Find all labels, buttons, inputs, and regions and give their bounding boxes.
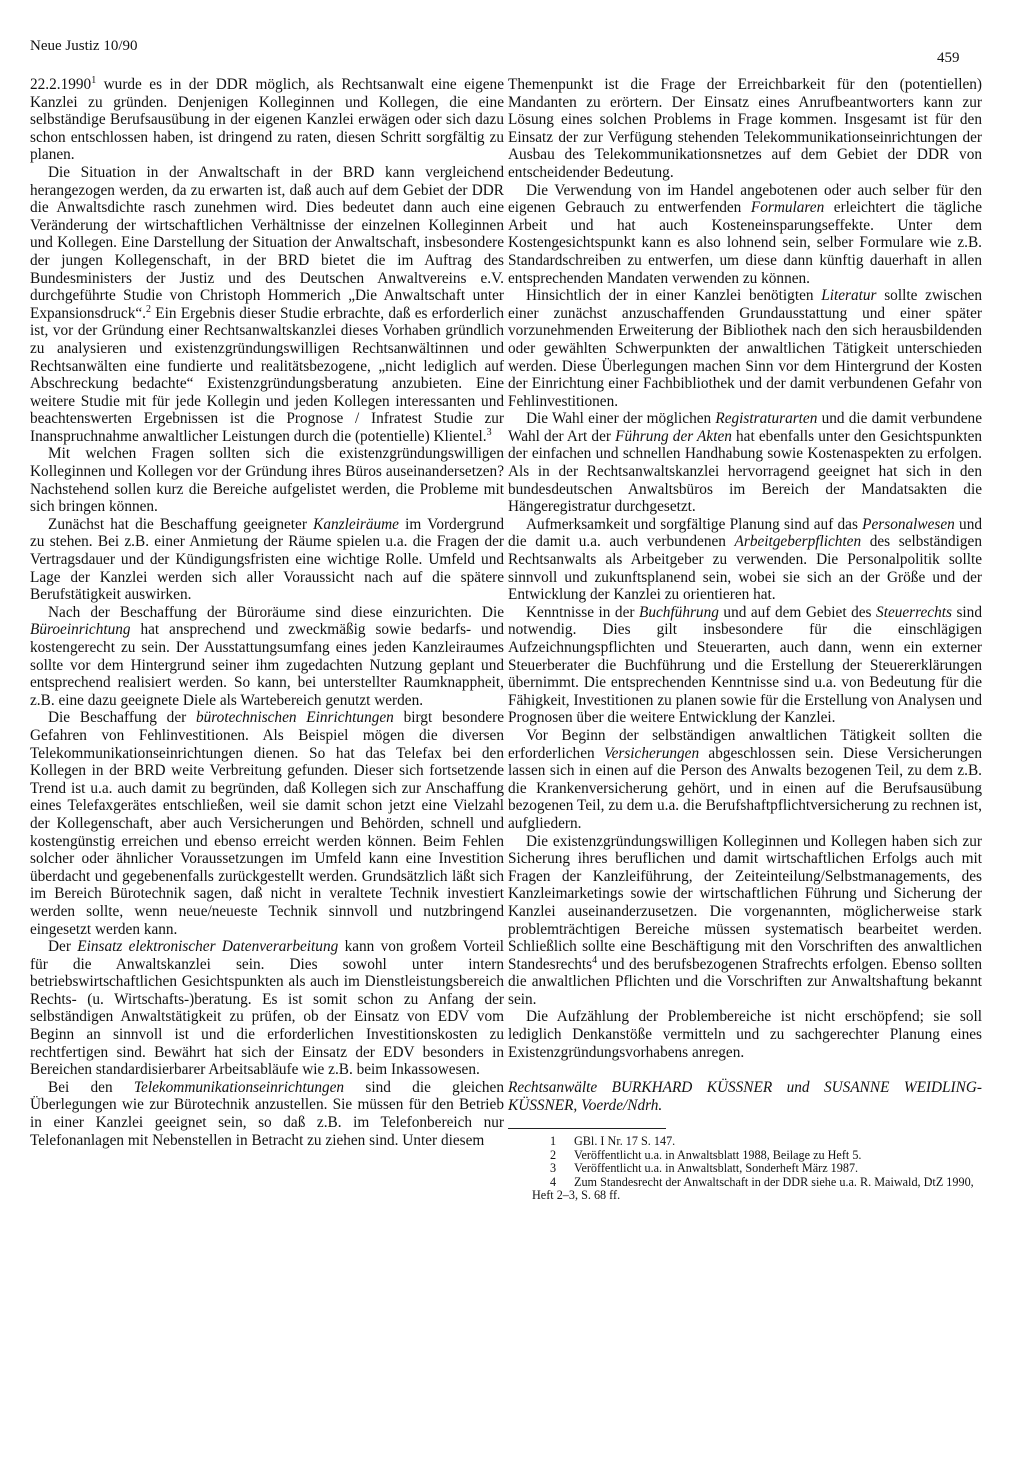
paragraph: Die Wahl einer der möglichen Registraturarten und die damit verbundene Wahl der Art der Führung der Akten hat ebenfalls unter den Gesichtspunkten der einfachen und schnellen Handhabung sowie Kostenaspekten zu erfolgen. Als in der Rechtsanwaltskanzlei hervorragend geeignet hat sich in den bundesdeutschen Anwaltsbüros im Bereich der Mandatsakten die Hängeregistratur durchgesetzt. — [508, 410, 983, 516]
paragraph: Die Situation in der Anwaltschaft in der BRD kann vergleichend herangezogen werden, da zu erwarten ist, daß auch auf dem Gebiet der DDR die Anwaltsdichte rasch zunehmen wird. Dies bedeutet dann auch eine Veränderung der wirtschaftlichen Verhältnisse der einzelnen Kolleginnen und Kollegen. Eine Darstellung der Situation der Anwaltschaft, insbesondere der jungen Kollegenschaft, in der BRD bietet die im Auftrag des Bundesministers der Justiz und des Deutschen Anwaltvereins e.V. durchgeführte Studie von Christoph Hommerich „Die Anwaltschaft unter Expansionsdruck“.$^2$ Ein Ergebnis dieser Studie erbrachte, daß es erforderlich ist, vor der Gründung einer Rechtsanwaltskanzlei dieses Vorhaben gründlich zu analysieren und existenzgründungswilligen Rechtsanwältinnen und Rechtsanwälten eine fundierte und realitätsbezogene, „nicht lediglich auf Abschreckung bedachte“ Existenzgründungsberatung anzubieten. Eine weitere Studie mit für jede Kollegin und jeden Kollegen interessanten und beachtenswerten Ergebnissen ist die Prognose / Infratest Studie zur Inanspruchnahme anwaltlicher Leistungen durch die (potentielle) Klientel.$^3$ — [30, 163, 504, 445]
paragraph: Mit welchen Fragen sollten sich die existenzgründungswilligen Kolleginnen und Kollegen vor der Gründung ihres Büros auseinandersetzen? Nachstehend sollen kurz die Bereiche aufgelistet werden, die Probleme mit sich bringen können. — [30, 445, 504, 516]
paragraph: 22.2.1990$^1$ wurde es in der DDR möglich, als Rechtsanwalt eine eigene Kanzlei zu gründen. Denjenigen Kolleginnen und Kollegen, die eine selbständige Berufsausübung in der eigenen Kanzlei erwägen oder sich dazu schon entschlossen haben, ist dringend zu raten, diesen Schritt sorgfältig zu planen. — [30, 74, 504, 164]
left-column — [30, 76, 504, 1149]
paragraph: Zunächst hat die Beschaffung geeigneter Kanzleiräume im Vordergrund zu stehen. Bei z.B. einer Anmietung der Räume spielen u.a. die Fragen der Vertragsdauer und der Kündigungsfristen eine wichtige Rolle. Umfeld und Lage der Kanzlei werden sich aller Voraussicht nach auf die spätere Berufstätigkeit auswirken. — [30, 515, 505, 604]
paragraph: Vor Beginn der selbständigen anwaltlichen Tätigkeit sollten die erforderlichen Versicherungen abgeschlossen sein. Diese Versicherungen lassen sich in einen auf die Person des Anwalts bezogenen Teil, zu dem z.B. die Krankenversicherung gehört, und in einen auf die Berufsausübung bezogenen Teil, zu dem u.a. die Berufshaftpflichtversicherung zu rechnen ist, aufgliedern. — [508, 726, 982, 832]
paragraph: Die Aufzählung der Problembereiche ist nicht erschöpfend; sie soll lediglich Denkanstöße vermitteln und zu sachgerechter Planung eines Existenzgründungsvorhabens anregen. — [508, 1008, 982, 1061]
right-column — [508, 76, 982, 1202]
paragraph: Die Verwendung von im Handel angebotenen oder auch selber für den eigenen Gebrauch zu entwerfenden Formularen erleichtert die tägliche Arbeit und hat auch Kosteneinsparungseffekte. Unter dem Kostengesichtspunkt kann es also lohnend sein, selber Formulare wie z.B. Standardschreiben zu entwerfen, um diese dann künftig dauerhaft in allen entsprechenden Mandaten verwenden zu können. — [508, 181, 982, 287]
paragraph: Aufmerksamkeit und sorgfältige Planung sind auf das Personalwesen und die damit u.a. auch verbundenen Arbeitgeberpflichten des selbständigen Rechtsanwalts als Arbeitgeber zu verwenden. Die Personalpolitik sollte sinnvoll und zukunftsplanend sein, wobei sie sich an der Größe und der Entwicklung der Kanzlei zu orientieren hat. — [508, 515, 982, 604]
paragraph: Bei den Telekommunikationseinrichtungen sind die gleichen Überlegungen wie zur Bürotechnik anzustellen. Sie müssen für den Betrieb in einer Kanzlei geeignet sein, so daß z.B. im Telefonbereich nur Telefonanlagen mit Nebenstellen in Betracht zu ziehen sind. Unter diesem — [30, 1078, 504, 1149]
paragraph: Hinsichtlich der in einer Kanzlei benötigten Literatur sollte zwischen einer zunächst anzuschaffenden Grundausstattung und einer später vorzunehmenden Erweiterung der Bibliothek nach den sich herausbildenden oder gewählten Schwerpunkten der anwaltlichen Tätigkeit unterschieden werden. Diese Überlegungen machen Sinn vor dem Hintergrund der Kosten der Einrichtung einer Fachbibliothek und der damit verbundenen Gefahr von Fehlinvestitionen. — [508, 287, 982, 410]
journal-header: Neue Justiz 10/90 — [30, 38, 138, 54]
footnotes — [508, 1135, 982, 1202]
footnote: 4 Zum Standesrecht der Anwaltschaft in der DDR siehe u.a. R. Maiwald, DtZ 1990, Heft 2–3, S. 68 ff. — [532, 1174, 974, 1203]
footnote-ref: 1 — [91, 74, 97, 86]
paragraph: Die Beschaffung der bürotechnischen Einrichtungen birgt besondere Gefahren von Fehlinvestitionen. Als Beispiel mögen die diversen Telekommunikationseinrichtungen dienen. So hat das Telefax bei den Kollegen in der BRD weite Verbreitung gefunden. Dieser sich fortsetzende Trend ist u.a. auch damit zu begründen, daß Kollegen sich zur Anschaffung eines Telefaxgerätes entschließen, weil sie damit schon jetzt eine Vielzahl der Kollegenschaft, aber auch Versicherungen und Behörden, schnell und kostengünstig erreichen und ebenso erreicht werden können. Beim Fehlen solcher oder ähnlicher Voraussetzungen im Umfeld kann eine Investition überdacht und gegebenenfalls zurückgestellt werden. Grundsätzlich läßt sich im Bereich Bürotechnik sagen, daß nicht in veraltete Technik investiert werden sollte, wenn neue/neueste Technik sinnvoll und nutzbringend eingesetzt werden kann. — [30, 709, 504, 938]
paragraph: Themenpunkt ist die Frage der Erreichbarkeit für den (potentiellen) Mandanten zu erörtern. Der Einsatz eines Anrufbeantworters kann zur Lösung eines solchen Problems in Frage kommen. Insgesamt ist für den Einsatz der zur Verfügung stehenden Telekommunikationseinrichtungen der Ausbau des Telekommunikationsnetzes auf dem Gebiet der DDR von entscheidender Bedeutung. — [508, 76, 982, 181]
paragraph: Nach der Beschaffung der Büroräume sind diese einzurichten. Die Büroeinrichtung hat ansprechend und zweckmäßig sowie bedarfs- und kostengerecht zu sein. Der Ausstattungsumfang eines jeden Kanzleiraumes sollte vor dem Hintergrund seiner ihm zugedachten Nutzung geplant und entsprechend realisiert werden. So kann, bei unterstellter Raumknappheit, z.B. eine dazu geeignete Diele als Wartebereich genutzt werden. — [30, 603, 504, 709]
paragraph: Die existenzgründungswilligen Kolleginnen und Kollegen haben sich zur Sicherung ihres beruflichen und damit wirtschaftlichen Erfolgs auch mit Fragen der Kanzleiführung, der Zeiteinteilung/Selbstmanagements, des Kanzleimarketings sowie der wirtschaftlichen Führung und Sicherung der Kanzlei auseinanderzusetzen. Die vorgenannten, möglicherweise stark problemträchtigen Bereiche müssen systematisch bearbeitet werden. Schließlich sollte eine Beschäftigung mit den Vorschriften des anwaltlichen Standesrechts$^4$ und des berufsbezogenen Strafrechts erfolgen. Ebenso sollten die anwaltlichen Pflichten und die Vorschriften zur Anwaltshaftung bekannt sein. — [508, 832, 982, 1008]
paragraph: Kenntnisse in der Buchführung und auf dem Gebiet des Steuerrechts sind notwendig. Dies gilt insbesondere für die einschlägigen Aufzeichnungspflichten und Steuerarten, auch dann, wenn ein externer Steuerberater die Buchführung und die Erstellung der Steuererklärungen übernimmt. Die entsprechenden Kenntnisse sind u.a. von Bedeutung für die Fähigkeit, Investitionen zu planen sowie für die Erstellung von Analysen und Prognosen über die weitere Entwicklung der Kanzlei. — [508, 603, 982, 727]
page-number: 459 — [937, 50, 960, 66]
footnote: 2 Veröffentlicht u.a. in Anwaltsblatt 1988, Beilage zu Heft 5. — [550, 1147, 862, 1162]
author-signature: Rechtsanwälte BURKHARD KÜSSNER und SUSANNE WEIDLING-KÜSSNER, Voerde/Ndrh. — [508, 1079, 982, 1114]
footnote: 3 Veröffentlicht u.a. in Anwaltsblatt, Sonderheft März 1987. — [550, 1161, 859, 1176]
paragraph: Der Einsatz elektronischer Datenverarbeitung kann von großem Vorteil für die Anwaltskanzlei sein. Dies sowohl unter intern betriebswirtschaftlichen Gesichtspunkten als auch im Dienstleistungsbereich Rechts- (u. Wirtschafts-)beratung. Es ist somit schon zu Anfang der selbständigen Anwaltstätigkeit zu prüfen, ob der Einsatz von EDV vom Beginn an sinnvoll ist und die erforderlichen Investitionskosten zu rechtfertigen sind. Bewährt hat sich der Einsatz der EDV besonders in Bereichen standardisierbarer Arbeitsabläufe wie z.B. beim Inkassowesen. — [30, 938, 504, 1079]
footnote-ref: 2 — [145, 303, 151, 315]
footnote: 1 GBl. I Nr. 17 S. 147. — [550, 1134, 676, 1149]
footnote-ref: 4 — [592, 954, 598, 966]
footnote-divider — [508, 1128, 666, 1129]
footnote-ref: 3 — [486, 426, 492, 438]
